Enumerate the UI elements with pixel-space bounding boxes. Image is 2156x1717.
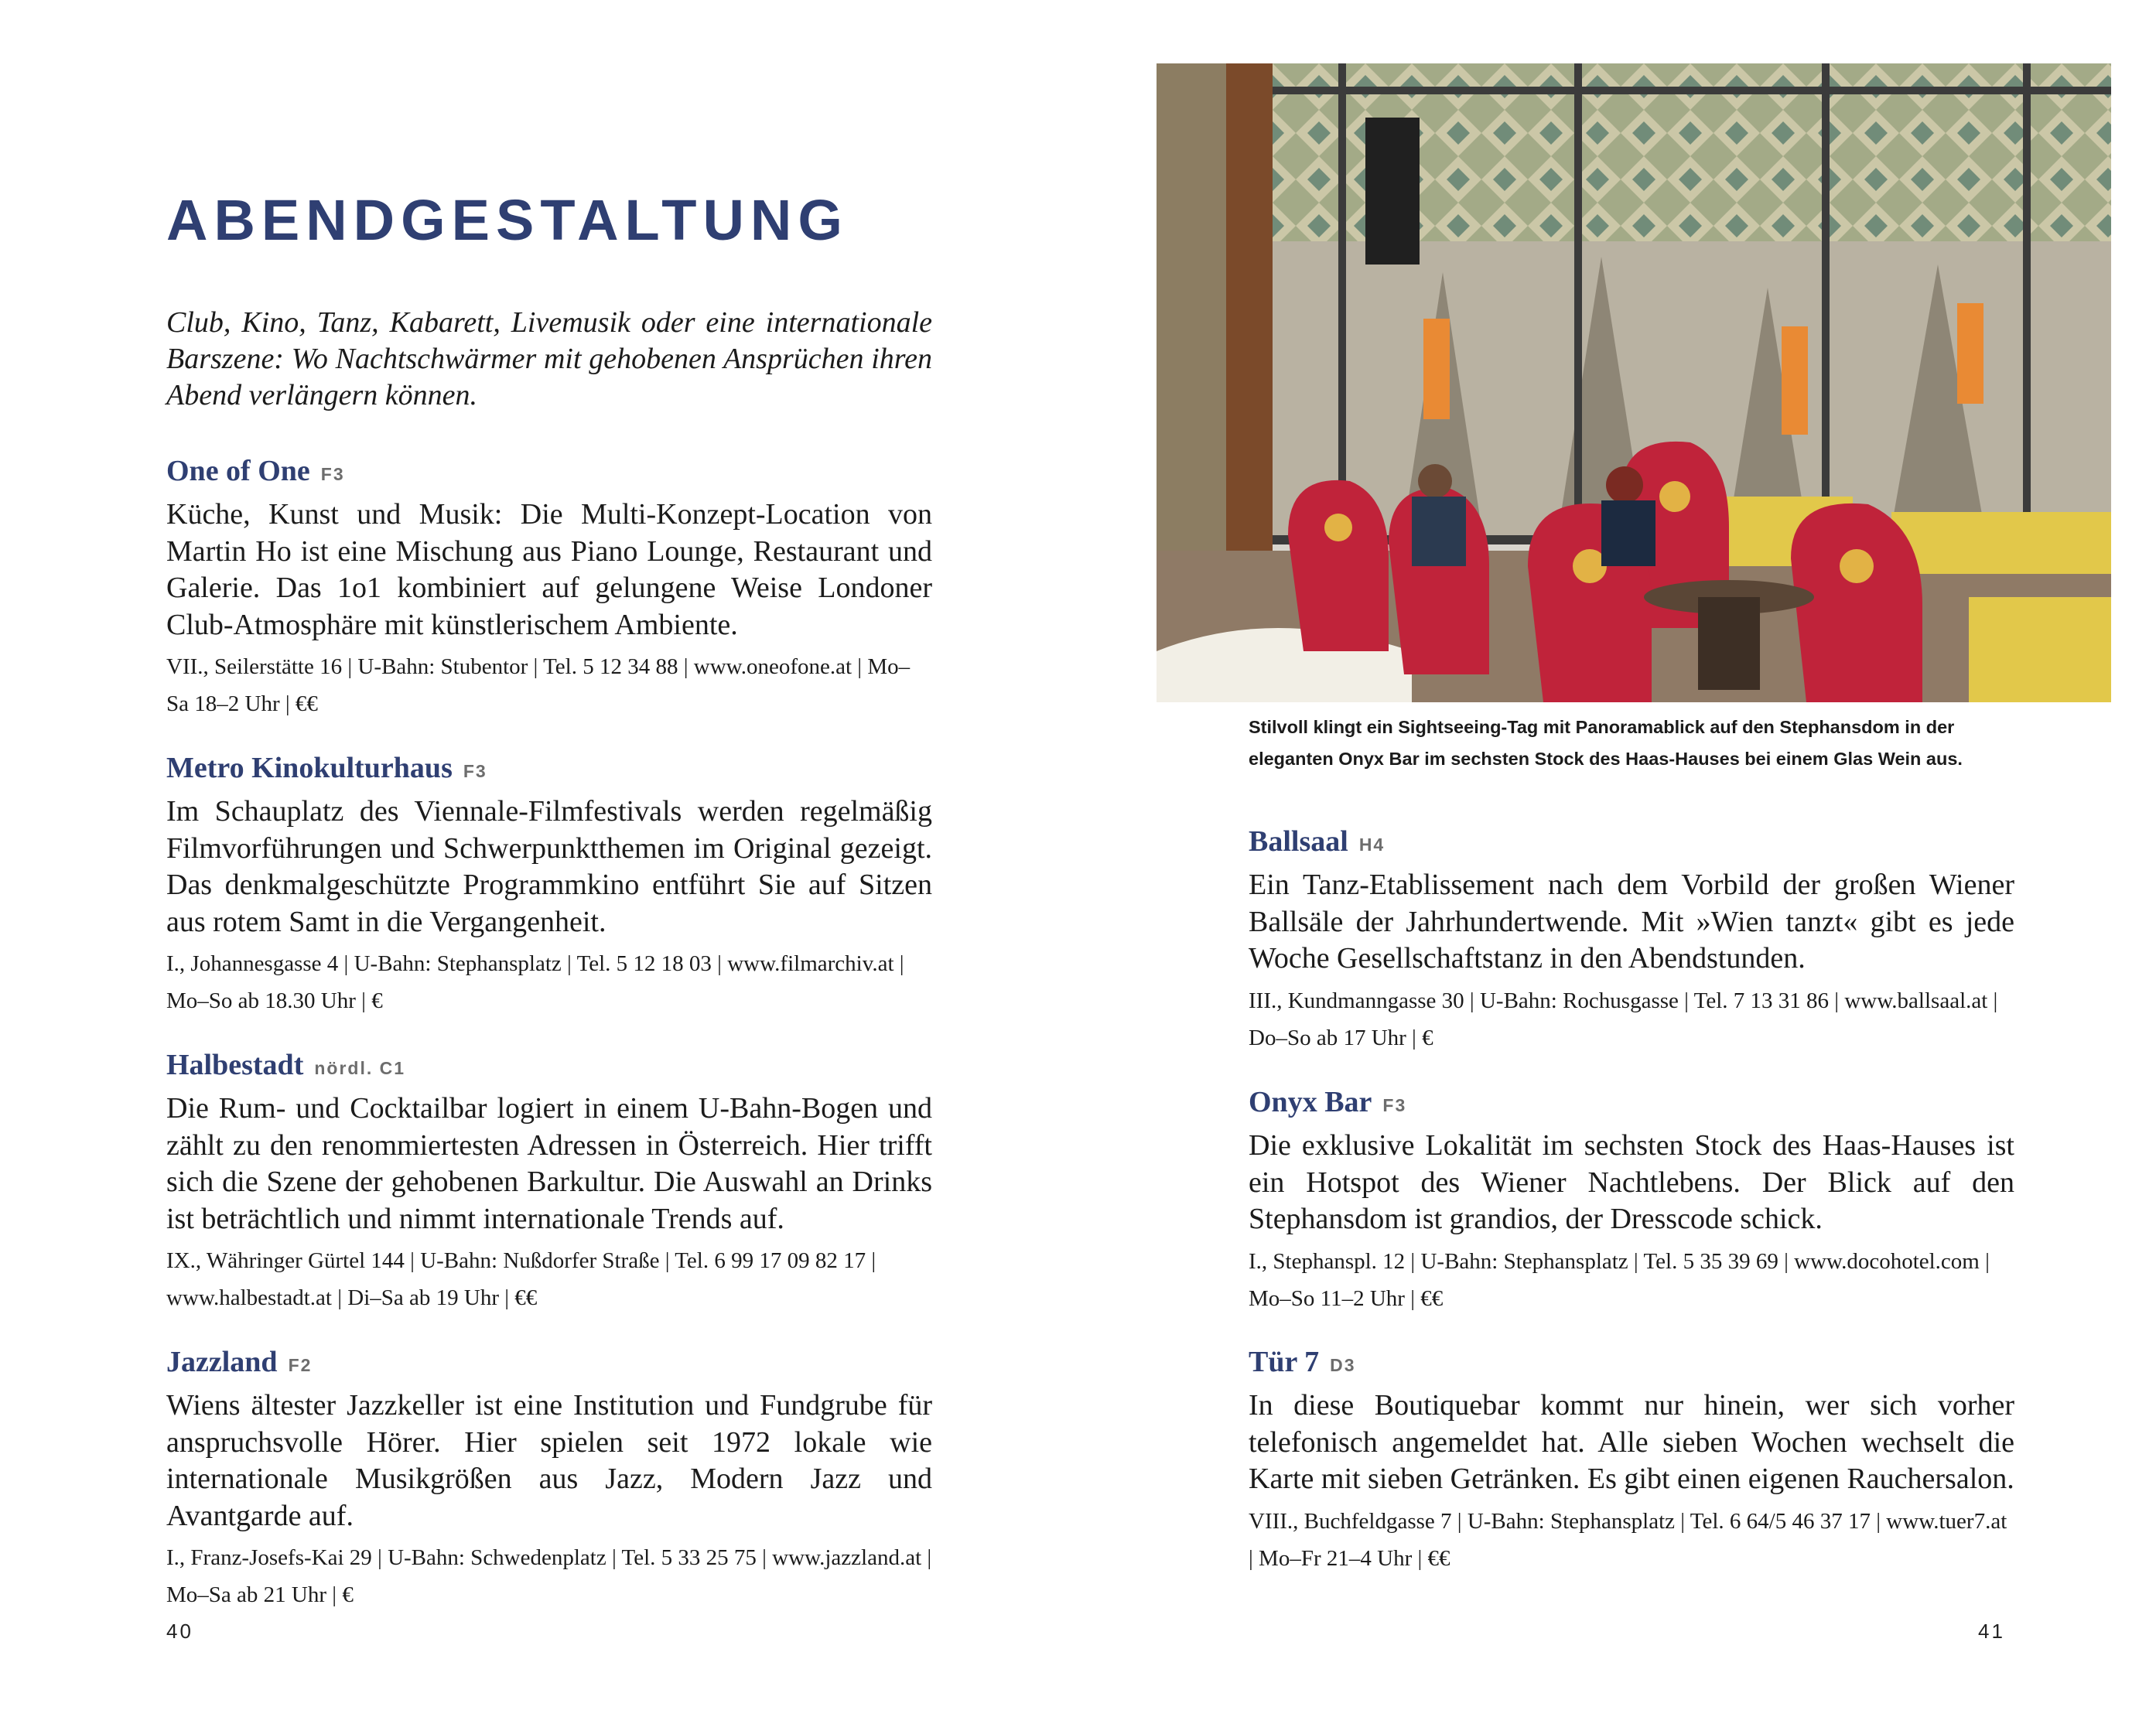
entry-one-of-one (166, 452, 932, 722)
entry-header (166, 452, 932, 497)
map-grid-reference: H4 (1358, 835, 1386, 855)
chapter-title: ABENDGESTALTUNG (166, 188, 849, 252)
entry-name: Onyx Bar (1249, 1086, 1372, 1118)
entry-info: VII., Seilerstätte 16 | U-Bahn: Stubentor | Tel. 5 12 34 88 | www.oneofone.at | Mo–Sa 18–2 Uhr | €€ (166, 654, 911, 716)
entry-jazzland (166, 1343, 932, 1613)
entry-description: Wiens ältester Jazzkeller ist eine Institution und Fundgrube für anspruchsvolle Hörer. Hier spielen seit 1972 lokale wie internationale Musikgrößen aus Jazz, Modern Jazz und Avantgarde auf. (166, 1389, 932, 1532)
entry-info: III., Kundmanngasse 30 | U-Bahn: Rochusgasse | Tel. 7 13 31 86 | www.ballsaal.at | Do–So ab 17 Uhr | € (1249, 988, 1998, 1050)
entry-description: Die exklusive Lokalität im sechsten Stock des Haas-Hauses ist ein Hotspot des Wiener Nachtlebens. Der Blick auf den Stephansdom ist grandios, der Dresscode schick. (1249, 1129, 2014, 1235)
entry-name: Metro Kinokulturhaus (166, 752, 453, 784)
entry-header (1249, 1343, 2014, 1388)
entry-header (166, 1343, 932, 1388)
entry-metro-kinokulturhaus (166, 749, 932, 1019)
entry-info: VIII., Buchfeldgasse 7 | U-Bahn: Stephansplatz | Tel. 6 64/5 46 37 17 | www.tuer7.at | Mo–Fr 21–4 Uhr | €€ (1249, 1508, 2007, 1571)
map-grid-reference: D3 (1330, 1355, 1356, 1375)
entry-halbestadt (166, 1046, 932, 1316)
entry-header (166, 1046, 932, 1091)
entry-description: Im Schauplatz des Viennale-Filmfestivals werden regelmäßig Filmvorführungen und Schwerpunktthemen im Original gezeigt. Das denkmalgeschützte Programmkino entführt Sie auf Sitzen aus rotem Samt in die Vergangenheit. (166, 795, 932, 938)
entry-description: Die Rum- und Cocktailbar logiert in einem U-Bahn-Bogen und zählt zu den renommiertesten Adressen in Österreich. Hier trifft sich die Szene der gehobenen Barkultur. Die Auswahl an Drinks ist beträchtlich und nimmt internationale Trends auf. (166, 1092, 932, 1235)
page-number: 41 (1978, 1620, 2005, 1643)
entry-info: IX., Währinger Gürtel 144 | U-Bahn: Nußdorfer Straße | Tel. 6 99 17 09 82 17 | www.halbestadt.at | Di–Sa ab 19 Uhr | €€ (166, 1248, 876, 1310)
entry-header (166, 749, 932, 794)
photo-caption: Stilvoll klingt ein Sightseeing-Tag mit Panoramablick auf den Stephansdom in der eleganten Onyx Bar im sechsten Stock des Haas-Hauses bei einem Glas Wein aus. (1249, 717, 1963, 769)
onyx-bar-photo (1157, 63, 2111, 702)
entry-info: I., Franz-Josefs-Kai 29 | U-Bahn: Schwedenplatz | Tel. 5 33 25 75 | www.jazzland.at | Mo–Sa ab 21 Uhr | € (166, 1545, 932, 1607)
map-grid-reference: F2 (288, 1355, 313, 1375)
entry-header (1249, 822, 2014, 867)
right-page (1078, 0, 2156, 1717)
entry-info: I., Johannesgasse 4 | U-Bahn: Stephansplatz | Tel. 5 12 18 03 | www.filmarchiv.at | Mo–So ab 18.30 Uhr | € (166, 951, 904, 1013)
entry-name: Halbestadt (166, 1049, 304, 1081)
map-grid-reference: F3 (463, 761, 487, 781)
entry-ballsaal (1249, 822, 2014, 1056)
map-grid-reference: nördl. C1 (314, 1058, 406, 1078)
entry-description: Küche, Kunst und Musik: Die Multi-Konzept-Location von Martin Ho ist eine Mischung aus Piano Lounge, Restaurant und Galerie. Das 1o1 kombiniert auf gelungene Weise Londoner Club-Atmosphäre mit künstlerischem Ambiente. (166, 498, 932, 641)
page-number: 40 (166, 1620, 193, 1643)
chapter-intro: Club, Kino, Tanz, Kabarett, Livemusik oder eine internationale Barszene: Wo Nachtschwärmer mit gehobenen Ansprüchen ihren Abend verlängern können. (166, 306, 932, 411)
entry-onyx-bar (1249, 1083, 2014, 1317)
entry-header (1249, 1083, 2014, 1128)
entry-name: Jazzland (166, 1346, 278, 1378)
entry-description: In diese Boutiquebar kommt nur hinein, wer sich vorher telefonisch angemeldet hat. Alle sieben Wochen wechselt die Karte mit sieben Getränken. Es gibt einen eigenen Rauchersalon. (1249, 1389, 2014, 1495)
entry-info: I., Stephanspl. 12 | U-Bahn: Stephansplatz | Tel. 5 35 39 69 | www.docohotel.com | Mo–So 11–2 Uhr | €€ (1249, 1248, 1990, 1311)
entry-tuer-7 (1249, 1343, 2014, 1577)
map-grid-reference: F3 (320, 464, 345, 484)
entry-description: Ein Tanz-Etablissement nach dem Vorbild der großen Wiener Ballsäle der Jahrhundertwende. Mit »Wien tanzt« gibt es jede Woche Gesellschaftstanz in den Abendstunden. (1249, 869, 2014, 975)
bar-interior-illustration (1157, 63, 2111, 702)
entry-name: Tür 7 (1249, 1346, 1320, 1378)
entry-name: One of One (166, 455, 310, 487)
map-grid-reference: F3 (1382, 1095, 1407, 1115)
entry-name: Ballsaal (1249, 825, 1348, 858)
